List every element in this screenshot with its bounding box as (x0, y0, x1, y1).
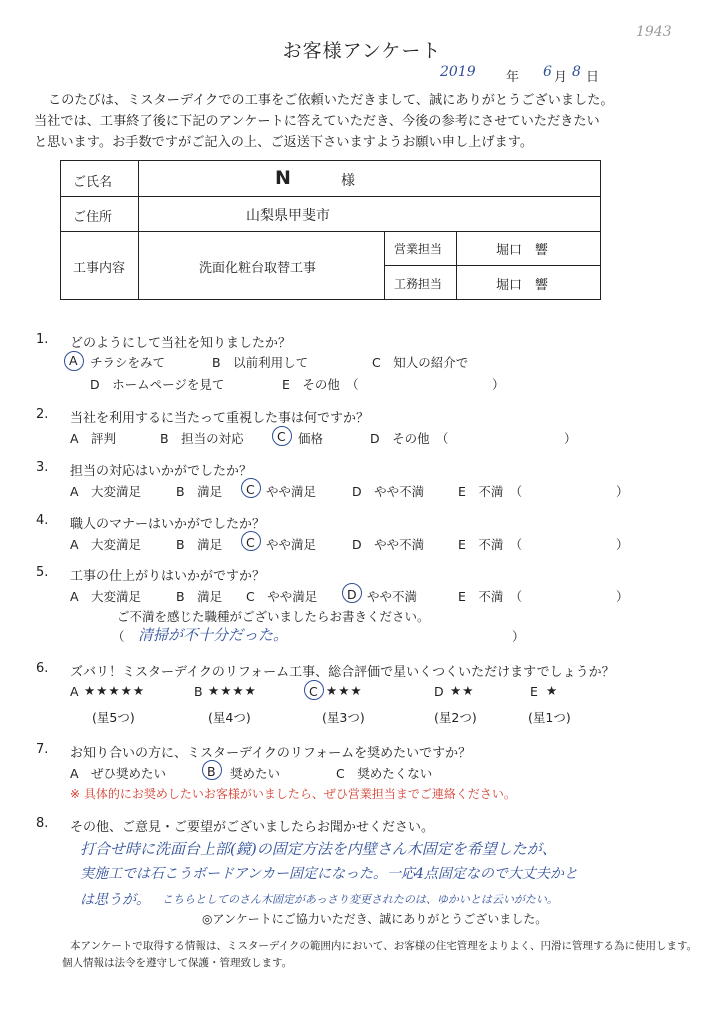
date-month: 6 (543, 64, 552, 80)
footer-line-1: 本アンケートで取得する情報は、ミスターデイクの範囲内において、お客様の住宅管理をよりよく、円滑に管理する為に使用します。 (70, 940, 698, 952)
date-year-unit: 年 (506, 70, 520, 85)
q2-option-c[interactable]: C (277, 429, 286, 444)
q7-note: ※ 具体的にお奨めしたいお客様がいましたら、ぜひ営業担当までご連絡ください。 (70, 787, 516, 801)
q3-option-c[interactable]: C (246, 482, 255, 497)
q4-option-c-text: やや満足 (266, 537, 317, 552)
address-label: ご住所 (73, 210, 113, 225)
q4-option-a[interactable]: A 大変満足 (70, 537, 142, 552)
q7-option-a[interactable]: A ぜひ奨めたい (70, 766, 167, 781)
q6-option-a-caption: (星5つ) (92, 710, 135, 725)
sales-label: 営業担当 (394, 242, 443, 256)
q4-option-b[interactable]: B 満足 (176, 537, 223, 552)
work-label: 工事内容 (73, 261, 126, 276)
q1-option-c[interactable]: C 知人の紹介で (372, 355, 469, 370)
q5-number: 5. (36, 565, 49, 580)
q5-paren-close: ） (616, 589, 629, 604)
customer-info-table (60, 160, 601, 300)
q4-option-e[interactable]: E 不満 （ (458, 537, 523, 552)
q1-paren-close: ） (492, 377, 505, 392)
works-label: 工務担当 (394, 277, 443, 291)
q4-number: 4. (36, 513, 49, 528)
q6-option-b-letter[interactable]: B (194, 684, 203, 699)
q3-option-e[interactable]: E 不満 （ (458, 484, 523, 499)
q3-paren-close: ） (616, 484, 629, 499)
q6-option-e-stars: ★ (546, 683, 559, 698)
q7-option-b[interactable]: B (207, 764, 216, 779)
page-title: お客様アンケート (282, 40, 442, 62)
q6-text: ズバリ！ミスターデイクのリフォーム工事、総合評価で星いくつくいただけますでしょうか？ (70, 665, 615, 680)
q1-option-a[interactable]: A (69, 353, 78, 368)
q3-option-b[interactable]: B 満足 (176, 484, 223, 499)
q7-text: お知り合いの方に、ミスターデイクのリフォームを奨めたいですか？ (70, 746, 472, 761)
q7-option-c[interactable]: C 奨めたくない (336, 766, 433, 781)
q2-option-a[interactable]: A 評判 (70, 431, 117, 446)
date-day: 8 (572, 64, 581, 80)
q6-option-d-stars: ★★ (450, 683, 475, 698)
q3-option-c-text: やや満足 (266, 484, 317, 499)
name-suffix: 様 (341, 173, 355, 189)
date-year: 2019 (440, 64, 476, 80)
q2-paren-close: ） (564, 431, 577, 446)
q6-option-c-caption: (星3つ) (322, 710, 365, 725)
q5-option-a[interactable]: A 大変満足 (70, 589, 142, 604)
q6-option-e-letter[interactable]: E (530, 684, 538, 699)
q6-option-b-caption: (星4つ) (208, 710, 251, 725)
q2-option-c-text: 価格 (298, 431, 324, 446)
q4-paren-close: ） (616, 537, 629, 552)
date-day-unit: 日 (586, 70, 600, 85)
q1-number: 1. (36, 332, 49, 347)
date-month-unit: 月 (554, 70, 568, 85)
q8-answer-line-2[interactable]: 実施工では石こうボードアンカー固定になった。一応4点固定なので大丈夫かと (80, 866, 578, 882)
intro-line-1: このたびは、ミスターデイクでの工事をご依頼いただきまして、誠にありがとうございました。 (48, 93, 614, 108)
q5-option-d-text: やや不満 (367, 589, 418, 604)
q6-option-d-letter[interactable]: D (434, 684, 444, 699)
q5-answer-paren-close: ） (512, 629, 525, 644)
thanks-message: ◎アンケートにご協力いただき、誠にありがとうございました。 (202, 912, 548, 926)
q1-option-a-text: チラシをみて (90, 355, 166, 370)
q4-text: 職人のマナーはいかがでしたか？ (70, 517, 266, 532)
document-number: 1943 (636, 24, 672, 40)
q6-option-d-caption: (星2つ) (434, 710, 477, 725)
q1-option-d[interactable]: D ホームページを見て (90, 377, 225, 392)
q8-answer-line-1[interactable]: 打合せ時に洗面台上部(鏡)の固定方法を内壁さん木固定を希望したが、 (80, 840, 557, 858)
q8-answer-line-3a[interactable]: は思うが。 (80, 892, 150, 908)
q1-option-b[interactable]: B 以前利用して (212, 355, 309, 370)
intro-line-2: 当社では、工事終了後に下記のアンケートに答えていただき、今後の参考にさせていただきたい (34, 114, 600, 129)
q6-option-b-stars: ★★★★ (208, 683, 257, 698)
q3-number: 3. (36, 460, 49, 475)
address-value: 山梨県甲斐市 (246, 208, 330, 224)
q7-option-b-text: 奨めたい (230, 766, 281, 781)
q1-option-e[interactable]: E その他 （ (282, 377, 359, 392)
q5-option-e[interactable]: E 不満 （ (458, 589, 523, 604)
q6-option-a-letter[interactable]: A (70, 684, 79, 699)
q5-answer-paren-open: （ (112, 629, 125, 644)
q8-number: 8. (36, 816, 49, 831)
q5-option-d[interactable]: D (347, 587, 357, 602)
q8-text: その他、ご意見・ご要望がございましたらお聞かせください。 (70, 820, 435, 835)
q1-text: どのようにして当社を知りましたか？ (70, 336, 292, 351)
q2-option-d[interactable]: D その他 （ (370, 431, 449, 446)
q5-option-b[interactable]: B 満足 (176, 589, 223, 604)
intro-line-3: と思います。お手数ですがご記入の上、ご返送下さいますようお願い申し上げます。 (34, 135, 534, 150)
q7-number: 7. (36, 742, 49, 757)
q6-option-c-stars: ★★★ (326, 683, 363, 698)
q2-text: 当社を利用するに当たって重視した事は何ですか？ (70, 411, 370, 426)
q6-number: 6. (36, 661, 49, 676)
work-value: 洗面化粧台取替工事 (199, 261, 317, 276)
q6-option-c-letter[interactable]: C (309, 684, 318, 699)
name-value: N (275, 167, 291, 189)
q5-answer-text[interactable]: 清掃が不十分だった。 (138, 626, 289, 644)
q5-option-c[interactable]: C やや満足 (246, 589, 318, 604)
q8-answer-line-3b[interactable]: こちらとしてのさん木固定があっさり変更されたのは、ゆかいとは云いがたい。 (162, 893, 558, 906)
works-value: 堀口 響 (496, 278, 549, 293)
name-label: ご氏名 (73, 175, 113, 190)
q4-option-d[interactable]: D やや不満 (352, 537, 425, 552)
q5-subquestion: ご不満を感じた職種がございましたらお書きください。 (117, 609, 430, 624)
q2-option-b[interactable]: B 担当の対応 (160, 431, 244, 446)
q2-number: 2. (36, 407, 49, 422)
q4-option-c[interactable]: C (246, 535, 255, 550)
q6-option-a-stars: ★★★★★ (84, 683, 146, 698)
q3-option-d[interactable]: D やや不満 (352, 484, 425, 499)
q5-text: 工事の仕上がりはいかがですか？ (70, 569, 266, 584)
sales-value: 堀口 響 (496, 243, 549, 258)
intro-text (34, 90, 674, 153)
footer-line-2: 個人情報は法令を遵守して保護・管理致します。 (62, 957, 293, 969)
q3-text: 担当の対応はいかがでしたか？ (70, 464, 253, 479)
q6-option-e-caption: (星1つ) (528, 710, 571, 725)
q3-option-a[interactable]: A 大変満足 (70, 484, 142, 499)
